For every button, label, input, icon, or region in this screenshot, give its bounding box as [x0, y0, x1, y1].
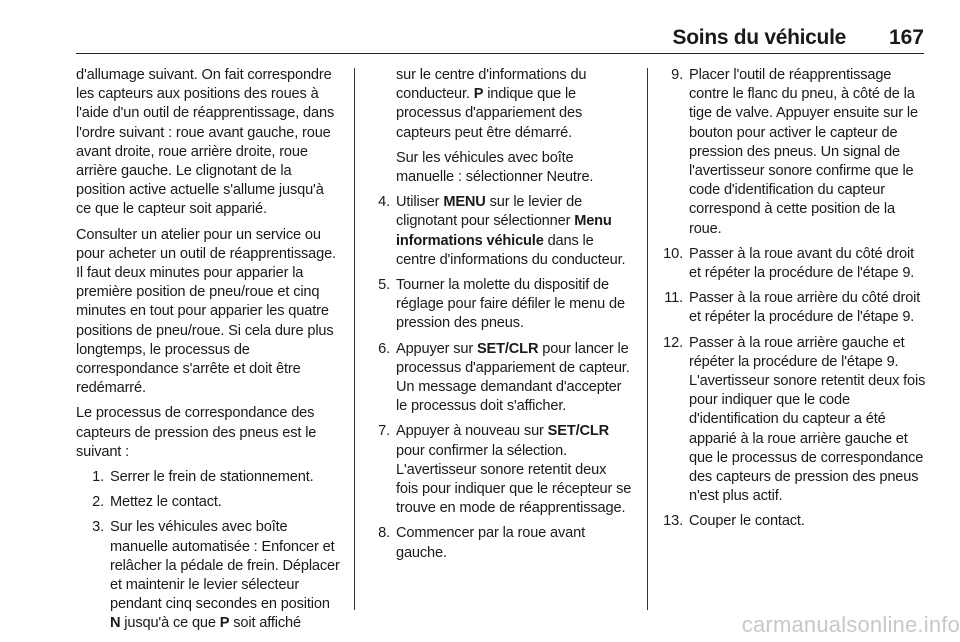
step-number: 4. [378, 194, 390, 211]
text-run: Utiliser [396, 194, 444, 211]
column-3 [655, 66, 926, 538]
list-item [76, 518, 342, 633]
header-rule [76, 53, 924, 54]
list-item [655, 512, 926, 531]
bold-term: SET/CLR [547, 423, 610, 440]
step-text: Commencer par la roue avant gauche. [396, 525, 586, 561]
step-number: 10. [663, 245, 683, 262]
watermark: carmanualsonline.info [741, 612, 960, 637]
step-number: 12. [663, 334, 683, 351]
step-number: 9. [671, 67, 683, 83]
step-text: Mettez le contact. [110, 494, 222, 511]
step-text: Passer à la roue avant du côté droit et répéter la procédure de l'étape 9. [689, 245, 915, 282]
step-number: 7. [378, 423, 390, 440]
step-number: 3. [92, 519, 104, 536]
list-item [655, 66, 926, 239]
column-1 [76, 66, 342, 640]
bold-term: P [473, 86, 484, 103]
text-run: sur le centre d'informations du conducteur. [396, 67, 587, 103]
paragraph [362, 66, 632, 143]
text-run: Appuyer sur [396, 340, 477, 357]
column-2 [362, 66, 632, 569]
column-divider-1 [354, 68, 355, 610]
list-item [362, 524, 632, 562]
step-text [110, 519, 340, 631]
list-item [655, 245, 926, 283]
list-item [76, 468, 342, 487]
list-item [362, 276, 632, 334]
page-number: 167 [888, 26, 924, 49]
step-number: 8. [378, 525, 390, 542]
list-item [362, 340, 632, 417]
step-number: 11. [664, 290, 683, 307]
text-run: dans le centre d'informations du conducteur. [396, 232, 626, 268]
text-run: Appuyer à nouveau sur [396, 423, 548, 440]
paragraph: d'allumage suivant. On fait correspondre les capteurs aux positions des roues à l'aide d'un outil de réapprentissage, dans l'ordre suivant : roue avant gauche, roue avant droite, roue arrière droite, roue arrière gauche. Le clignotant de la position active actuelle s'allume jusqu'à ce que le capteur soit apparié. [76, 67, 335, 218]
step-number: 1. [92, 469, 104, 486]
section-title: Soins du véhicule [672, 26, 846, 49]
list-item [362, 422, 632, 518]
column-divider-2 [647, 68, 648, 610]
text-run: indique que le processus d'appariement des capteurs peut être démarré. [396, 86, 583, 141]
text-run: sur le levier de clignotant pour sélectionner [396, 194, 583, 230]
text-run: pour lancer le processus d'appariement de capteur. Un message demandant d'accepter le processus doit s'afficher. [396, 340, 630, 415]
list-item [655, 334, 926, 507]
text-run: soit affiché [229, 615, 301, 632]
step-number: 13. [663, 513, 683, 530]
text-run: Sur les véhicules avec boîte manuelle automatisée : Enfoncer et relâcher la pédale de frein. Déplacer et maintenir le levier sélecteur pendant cinq secondes en position [110, 519, 340, 613]
step-text [396, 194, 625, 268]
bold-term: SET/CLR [476, 340, 539, 357]
step-text [396, 341, 630, 415]
step-text: Couper le contact. [689, 513, 805, 530]
bold-term: Menu informations véhicule [396, 213, 612, 249]
paragraph: Sur les véhicules avec boîte manuelle : sélectionner Neutre. [396, 149, 594, 186]
step-text: Serrer le frein de stationnement. [110, 469, 314, 486]
step-number: 6. [378, 340, 390, 357]
bold-term: P [219, 615, 230, 632]
step-text: Tourner la molette du dispositif de réglage pour faire défiler le menu de pression des pneus. [396, 277, 625, 332]
step-text [396, 423, 631, 516]
list-item [76, 493, 342, 512]
bold-term: MENU [443, 194, 486, 211]
page-header [76, 26, 924, 54]
list-item [655, 289, 926, 327]
step-number: 5. [378, 277, 390, 294]
text-run: jusqu'à ce que [120, 615, 220, 632]
paragraph: Consulter un atelier pour un service ou pour acheter un outil de réapprentissage. Il faut deux minutes pour apparier la première position de pneu/roue et cinq minutes en tout pour apparier les quatre positions de pneu/roue. Si cela dure plus longtemps, le processus de correspondance s'arrête et doit être redémarré. [76, 226, 336, 397]
step-text: Passer à la roue arrière gauche et répéter la procédure de l'étape 9. L'avertisseur sonore retentit deux fois pour indiquer que le code d'identification du capteur a été apparié à la roue arrière gauche et que le processus de correspondance des capteurs de pression des pneus n'est plus actif. [689, 334, 926, 505]
paragraph: Le processus de correspondance des capteurs de pression des pneus est le suivant : [76, 405, 317, 460]
step-text: Placer l'outil de réapprentissage contre le flanc du pneu, à côté de la tige de valve. Appuyer ensuite sur le bouton pour activer le capteur de pression des pneus. Un signal de l'avertisseur sonore confirme que le code d'identification du capteur correspond à cette position de la roue. [689, 67, 918, 237]
step-text: Passer à la roue arrière du côté droit et répéter la procédure de l'étape 9. [689, 290, 921, 326]
list-item [362, 193, 632, 270]
bold-term: N [110, 615, 121, 632]
step-number: 2. [92, 494, 104, 511]
text-run: pour confirmer la sélection. L'avertisseur sonore retentit deux fois pour indiquer que le récepteur se trouve en mode de réapprentissage. [396, 442, 632, 517]
